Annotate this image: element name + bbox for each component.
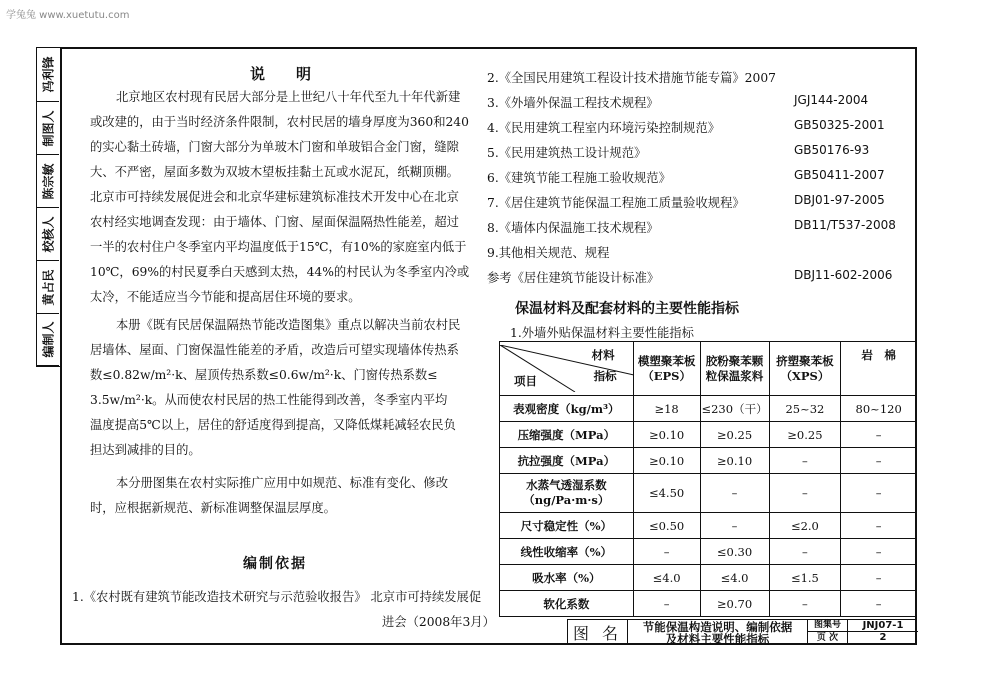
explanation-line: 北京市可持续发展促进会和北京华建标建筑标准技术开发中心在北京 xyxy=(90,190,459,204)
column-header-line: 胶粉聚苯颗 xyxy=(705,353,764,368)
explanation-title: 说 明 xyxy=(250,65,320,83)
sidebar-cell xyxy=(37,261,59,314)
title-block-title xyxy=(628,620,808,645)
table-cell: – xyxy=(700,474,769,513)
table-cell: – xyxy=(633,539,700,565)
signature-sidebar xyxy=(36,47,60,367)
table-cell: – xyxy=(841,565,917,591)
table-cell: ≤230（干） xyxy=(700,396,769,422)
reference-name: 2.《全国民用建筑工程设计技术措施节能专篇》2007 xyxy=(487,71,776,85)
materials-subtitle: 1.外墙外贴保温材料主要性能指标 xyxy=(510,326,694,340)
watermark: 学兔兔 www.xuetutu.com xyxy=(6,10,130,21)
corner-material-label: 材料 xyxy=(591,348,615,362)
sidebar-cell xyxy=(37,314,59,366)
row-name: 吸水率（%） xyxy=(500,565,634,591)
explanation-line: 大、不严密，屋面多数为双坡木望板挂黏土瓦或水泥瓦，纸糊顶棚。 xyxy=(90,165,459,179)
corner-item-label: 项目 xyxy=(514,374,537,388)
table-cell: ≤4.50 xyxy=(633,474,700,513)
column-header-mortar xyxy=(700,342,769,396)
row-name-line: 水蒸气透湿系数 xyxy=(526,478,607,492)
basis-item-1-line1: 1.《农村既有建筑节能改造技术研究与示范验收报告》 北京市可持续发展促 xyxy=(72,590,482,604)
reference-code: DB11/T537-2008 xyxy=(794,218,896,232)
table-cell: ≥0.10 xyxy=(633,422,700,448)
reference-name: 参考《居住建筑节能设计标准》 xyxy=(487,271,660,285)
reference-name: 8.《墙体内保温施工技术规程》 xyxy=(487,221,659,235)
table-cell: ≥18 xyxy=(633,396,700,422)
table-cell: – xyxy=(769,591,841,617)
sidebar-cell xyxy=(37,155,59,208)
table-cell: ≥0.25 xyxy=(769,422,841,448)
explanation-line: 一半的农村住户冬季室内平均温度低于15℃，有10%的家庭室内低于 xyxy=(90,240,467,254)
title-block xyxy=(567,619,917,645)
row-name: 抗拉强度（MPa） xyxy=(500,448,634,474)
explanation-line: 时，应根据新规范、新标准调整保温层厚度。 xyxy=(90,501,336,515)
table-cell: – xyxy=(633,591,700,617)
reference-name: 6.《建筑节能工程施工验收规范》 xyxy=(487,171,671,185)
explanation-line: 3.5w/m²·k。从而使农村民居的热工性能得到改善，冬季室内平均 xyxy=(90,393,448,407)
table-cell: – xyxy=(841,513,917,539)
reference-name: 3.《外墙外保温工程技术规程》 xyxy=(487,96,659,110)
explanation-line: 居墙体、屋面、门窗保温性能差的矛盾，改造后可望实现墙体传热系 xyxy=(90,343,459,357)
table-cell: ≤0.50 xyxy=(633,513,700,539)
explanation-line: 的实心黏土砖墙，门窗大部分为单玻木门窗和单玻铝合金门窗，缝隙 xyxy=(90,140,459,154)
reference-code: JGJ144-2004 xyxy=(794,93,869,107)
table-cell: – xyxy=(841,422,917,448)
sidebar-text: 陈宗敏 xyxy=(41,162,56,200)
sidebar-text: 制图人 xyxy=(41,109,56,147)
sidebar-text: 黄占民 xyxy=(41,268,56,306)
atlas-number-label: 图集号 xyxy=(808,620,848,631)
row-name: 线性收缩率（%） xyxy=(500,539,634,565)
explanation-line: 农村经实地调查发现：由于墙体、门窗、屋面保温隔热性能差，超过 xyxy=(90,215,459,229)
explanation-line: 或改建的，由于当时经济条件限制，农村民居的墙身厚度为360和240 xyxy=(90,115,469,129)
table-cell: ≥0.10 xyxy=(700,448,769,474)
reference-name: 5.《民用建筑热工设计规范》 xyxy=(487,146,647,160)
explanation-body xyxy=(90,85,469,521)
reference-code: GB50411-2007 xyxy=(794,168,885,182)
row-name: 尺寸稳定性（%） xyxy=(500,513,634,539)
column-header-line: 挤塑聚苯板 xyxy=(776,353,834,368)
column-header-line: 模塑聚苯板 xyxy=(637,353,696,368)
reference-name: 9.其他相关规范、规程 xyxy=(487,246,610,260)
table-cell: ≤4.0 xyxy=(633,565,700,591)
basis-title: 编制依据 xyxy=(243,556,307,572)
sidebar-cell xyxy=(37,48,59,102)
explanation-line: 数≤0.82w/m²·k、屋顶传热系数≤0.6w/m²·k、门窗传热系数≤ xyxy=(90,368,438,382)
row-name-line: （ng/Pa·m·s） xyxy=(523,493,610,507)
table-cell: – xyxy=(841,539,917,565)
table-cell: ≤2.0 xyxy=(769,513,841,539)
column-header-line: 岩 棉 xyxy=(861,348,896,362)
table-cell: ≤1.5 xyxy=(769,565,841,591)
table-cell: – xyxy=(769,539,841,565)
materials-table xyxy=(499,341,917,617)
table-row xyxy=(500,396,917,422)
corner-index-label: 指标 xyxy=(593,369,617,383)
table-cell: – xyxy=(769,448,841,474)
title-block-meta-row xyxy=(808,632,918,644)
sidebar-cell xyxy=(37,208,59,261)
column-header-rockwool xyxy=(841,342,917,396)
column-header-line: 粒保温浆料 xyxy=(705,368,764,383)
row-name xyxy=(500,474,634,513)
table-cell: – xyxy=(841,448,917,474)
sidebar-text: 编制人 xyxy=(41,321,56,358)
page-number-label: 页 次 xyxy=(808,632,848,644)
reference-name: 4.《民用建筑工程室内环境污染控制规范》 xyxy=(487,121,721,135)
reference-code: GB50325-2001 xyxy=(794,118,885,132)
column-header-xps xyxy=(769,342,841,396)
table-row xyxy=(500,448,917,474)
explanation-line: 10℃，69%的村民夏季白天感到太热，44%的村民认为冬季室内冷或 xyxy=(90,265,470,279)
explanation-line: 本册《既有民居保温隔热节能改造图集》重点以解决当前农村民 xyxy=(116,318,461,332)
table-row xyxy=(500,474,917,513)
table-cell: 25~32 xyxy=(769,396,841,422)
column-header-eps xyxy=(633,342,700,396)
explanation-line: 温度提高5℃以上，居住的舒适度得到提高，又降低煤耗减轻农民负 xyxy=(90,418,456,432)
table-cell: 80~120 xyxy=(841,396,917,422)
table-cell: ≥0.70 xyxy=(700,591,769,617)
materials-title: 保温材料及配套材料的主要性能指标 xyxy=(515,301,739,317)
table-header-row xyxy=(500,342,917,396)
title-block-meta xyxy=(808,620,918,645)
atlas-number-value: JNJ07-1 xyxy=(862,620,904,631)
explanation-line: 北京地区农村现有民居大部分是上世纪八十年代至九十年代新建 xyxy=(116,90,461,104)
table-cell: – xyxy=(769,474,841,513)
table-cell: – xyxy=(841,591,917,617)
column-header-line: （XPS） xyxy=(780,368,830,383)
reference-code: GB50176-93 xyxy=(794,143,870,157)
table-row xyxy=(500,591,917,617)
page-number-value: 2 xyxy=(879,632,887,643)
reference-name: 7.《居住建筑节能保温工程施工质量验收规程》 xyxy=(487,196,745,210)
explanation-line: 本分册图集在农村实际推广应用中如规范、标准有变化、修改 xyxy=(116,476,449,490)
title-block-meta-row xyxy=(808,620,918,632)
table-cell: ≤4.0 xyxy=(700,565,769,591)
reference-code: DBJ11-602-2006 xyxy=(794,268,893,282)
column-header-line: （EPS） xyxy=(642,368,691,383)
table-row xyxy=(500,565,917,591)
sidebar-text: 校核人 xyxy=(41,215,56,253)
table-cell: – xyxy=(841,474,917,513)
row-name: 压缩强度（MPa） xyxy=(500,422,634,448)
basis-item-1-line2: 进会（2008年3月） xyxy=(382,615,495,629)
table-corner-cell xyxy=(500,342,634,396)
title-block-title-line: 节能保温构造说明、编制依据 xyxy=(642,619,793,634)
sidebar-text: 冯利锋 xyxy=(41,56,56,93)
explanation-line: 太冷，不能适应当今节能和提高居住环境的要求。 xyxy=(90,290,361,304)
table-row xyxy=(500,539,917,565)
explanation-line: 担达到减排的目的。 xyxy=(90,443,201,457)
table-cell: – xyxy=(700,513,769,539)
title-block-title-line: 及材料主要性能指标 xyxy=(665,631,770,646)
table-cell: ≤0.30 xyxy=(700,539,769,565)
row-name: 软化系数 xyxy=(500,591,634,617)
table-row xyxy=(500,422,917,448)
sidebar-cell xyxy=(37,102,59,155)
title-block-label: 图 名 xyxy=(568,620,628,645)
row-name: 表观密度（kg/m³） xyxy=(500,396,634,422)
reference-code: DBJ01-97-2005 xyxy=(794,193,885,207)
table-row xyxy=(500,513,917,539)
table-cell: ≥0.10 xyxy=(633,448,700,474)
table-cell: ≥0.25 xyxy=(700,422,769,448)
